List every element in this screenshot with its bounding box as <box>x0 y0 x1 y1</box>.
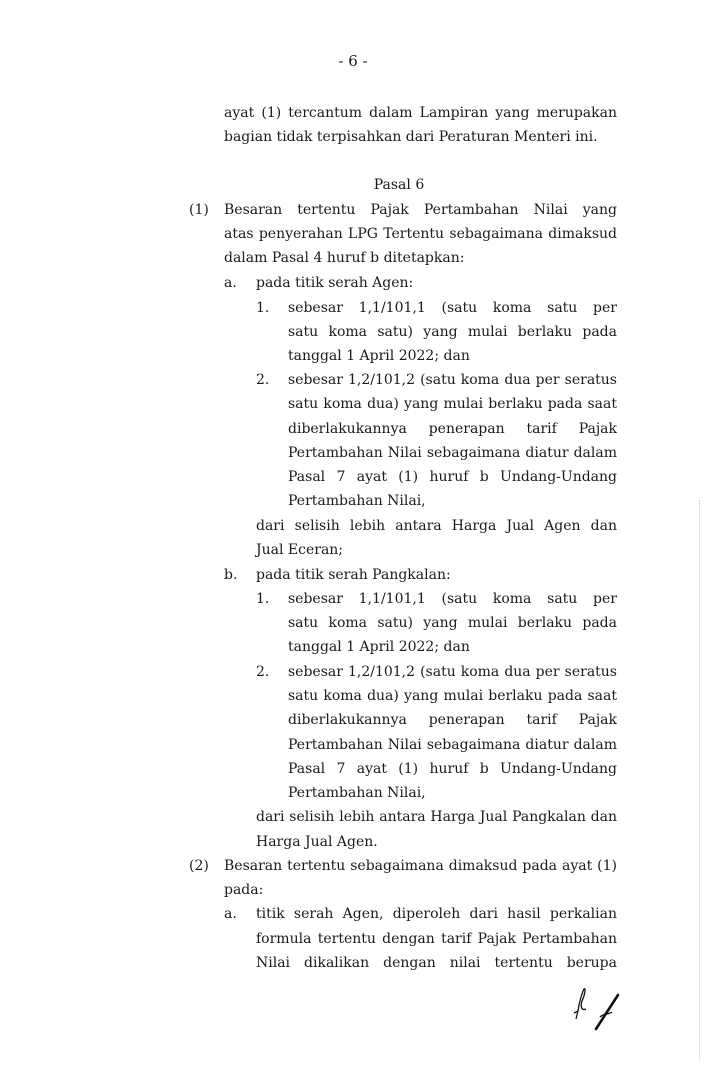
article-title: Pasal 6 <box>373 177 425 193</box>
list-marker: a. <box>224 275 237 291</box>
scan-edge <box>699 500 701 1060</box>
text-line: Pertambahan Nilai sebagaimana diatur dalam <box>288 445 617 461</box>
text-line: Pasal 7 ayat (1) huruf b Undang-Undang <box>288 761 617 777</box>
text-line: titik serah Agen, diperoleh dari hasil perkalian <box>256 906 617 922</box>
text-line: pada titik serah Pangkalan: <box>256 567 451 583</box>
list-marker: b. <box>224 567 238 583</box>
text-line: sebesar 1,1/101,1 (satu koma satu per <box>288 591 617 607</box>
text-line: dari selisih lebih antara Harga Jual Pangkalan dan <box>256 809 617 825</box>
initials-signature <box>570 985 640 1035</box>
text-line: Besaran tertentu Pajak Pertambahan Nilai yang <box>224 202 617 218</box>
text-line: sebesar 1,1/101,1 (satu koma satu per <box>288 300 617 316</box>
text-line: satu koma satu) yang mulai berlaku pada <box>288 324 617 340</box>
text-line: tanggal 1 April 2022; dan <box>288 639 470 655</box>
list-marker: 2. <box>256 664 270 680</box>
text-line: Pertambahan Nilai sebagaimana diatur dalam <box>288 737 617 753</box>
text-line: Pertambahan Nilai, <box>288 785 426 801</box>
text-line: dari selisih lebih antara Harga Jual Agen dan <box>256 518 617 534</box>
text-line: dalam Pasal 4 huruf b ditetapkan: <box>224 250 465 266</box>
text-line: bagian tidak terpisahkan dari Peraturan Menteri ini. <box>224 129 598 145</box>
list-marker: (2) <box>189 858 209 874</box>
text-line: Harga Jual Agen. <box>256 834 378 850</box>
text-line: satu koma dua) yang mulai berlaku pada saat <box>288 396 617 412</box>
text-line: Jual Eceran; <box>256 542 344 558</box>
list-marker: 1. <box>256 300 270 316</box>
list-marker: 1. <box>256 591 270 607</box>
list-marker: 2. <box>256 372 270 388</box>
text-line: tanggal 1 April 2022; dan <box>288 348 470 364</box>
text-line: diberlakukannya penerapan tarif Pajak <box>288 421 617 437</box>
text-line: Nilai dikalikan dengan nilai tertentu berupa <box>256 955 617 971</box>
list-marker: (1) <box>189 202 209 218</box>
text-line: satu koma dua) yang mulai berlaku pada saat <box>288 688 617 704</box>
text-line: Pertambahan Nilai, <box>288 493 426 509</box>
text-line: atas penyerahan LPG Tertentu sebagaimana dimaksud <box>224 226 617 242</box>
text-line: sebesar 1,2/101,2 (satu koma dua per seratus <box>288 372 617 388</box>
text-line: Besaran tertentu sebagaimana dimaksud pada ayat (1) <box>224 858 617 874</box>
text-line: Pasal 7 ayat (1) huruf b Undang-Undang <box>288 469 617 485</box>
text-line: satu koma satu) yang mulai berlaku pada <box>288 615 617 631</box>
list-marker: a. <box>224 906 237 922</box>
text-line: pada: <box>224 882 264 898</box>
text-line: pada titik serah Agen: <box>256 275 414 291</box>
text-line: ayat (1) tercantum dalam Lampiran yang merupakan <box>224 105 617 121</box>
page-number: - 6 - <box>338 52 368 70</box>
text-line: sebesar 1,2/101,2 (satu koma dua per seratus <box>288 664 617 680</box>
text-line: diberlakukannya penerapan tarif Pajak <box>288 712 617 728</box>
text-line: formula tertentu dengan tarif Pajak Pertambahan <box>256 931 617 947</box>
